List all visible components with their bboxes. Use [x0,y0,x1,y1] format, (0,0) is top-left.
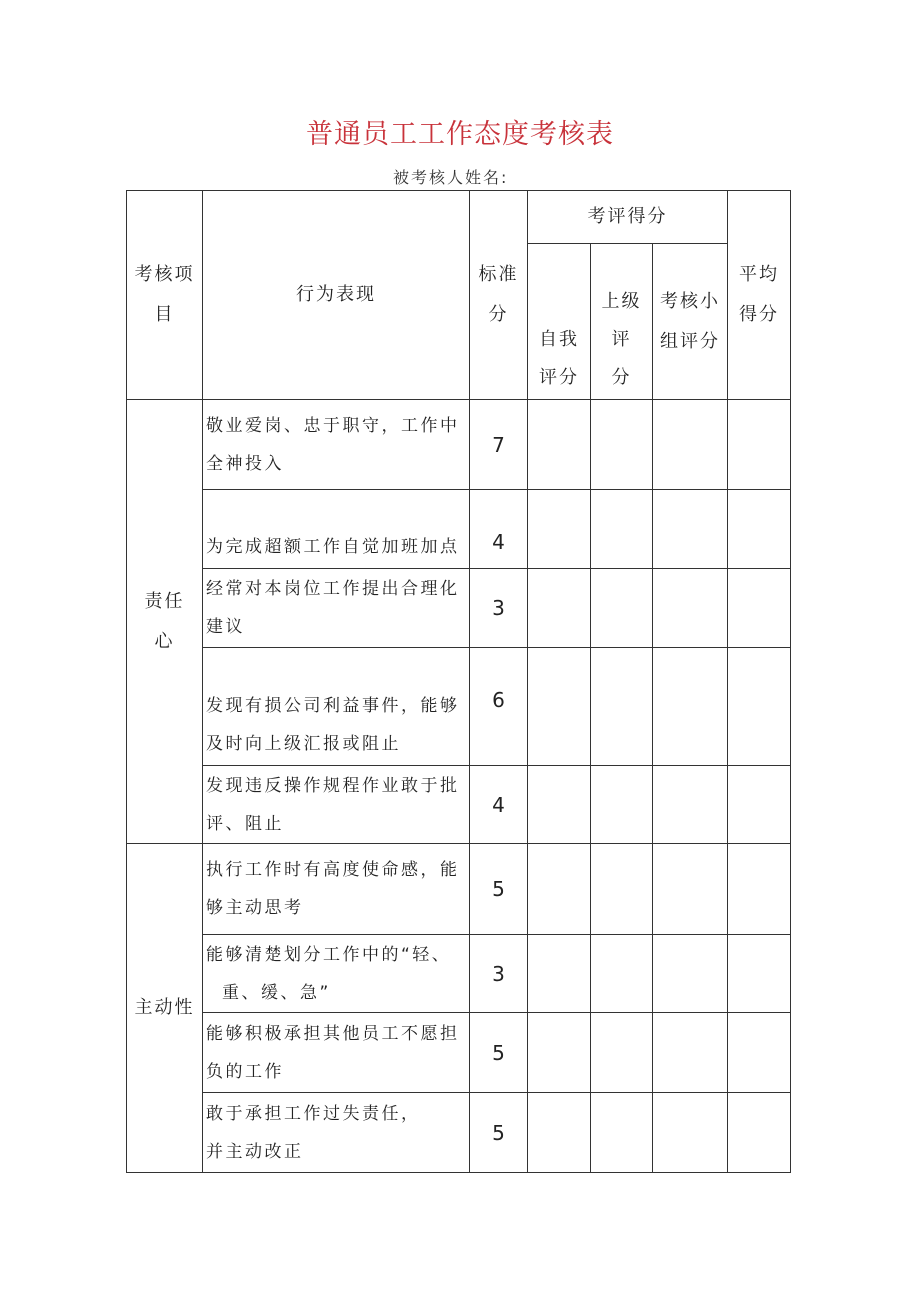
header-average: 平均 得分 [728,191,791,400]
header-score-group: 考评得分 [528,191,728,244]
average-score-cell[interactable] [728,844,791,935]
self-score-cell[interactable] [528,569,591,648]
group-score-cell[interactable] [653,490,728,569]
standard-score: 3 [470,569,528,648]
header-standard-score: 标准 分 [470,191,528,400]
group-score-cell[interactable] [653,400,728,490]
standard-score: 4 [470,766,528,844]
table-row [127,490,791,569]
section-name-responsibility: 责任 心 [127,400,203,844]
assessment-table [126,190,791,1173]
self-score-cell[interactable] [528,1093,591,1173]
behavior-cell: 经常对本岗位工作提出合理化 建议 [203,569,470,648]
group-score-cell[interactable] [653,935,728,1013]
behavior-cell: 能够积极承担其他员工不愿担 负的工作 [203,1013,470,1093]
table-row [127,648,791,766]
table-row [127,766,791,844]
behavior-cell: 执行工作时有高度使命感，能 够主动思考 [203,844,470,935]
behavior-cell: 为完成超额工作自觉加班加点 [203,490,470,569]
standard-score: 6 [470,648,528,766]
group-score-cell[interactable] [653,648,728,766]
standard-score: 5 [470,844,528,935]
superior-score-cell[interactable] [591,766,653,844]
group-score-cell[interactable] [653,569,728,648]
header-row-1 [127,191,791,244]
standard-score: 5 [470,1013,528,1093]
average-score-cell[interactable] [728,1093,791,1173]
self-score-cell[interactable] [528,766,591,844]
superior-score-cell[interactable] [591,400,653,490]
self-score-cell[interactable] [528,935,591,1013]
average-score-cell[interactable] [728,648,791,766]
behavior-cell: 敢于承担工作过失责任， 并主动改正 [203,1093,470,1173]
superior-score-cell[interactable] [591,935,653,1013]
header-self-score: 自我 评分 [528,244,591,400]
average-score-cell[interactable] [728,490,791,569]
table-row [127,1013,791,1093]
table-row [127,569,791,648]
superior-score-cell[interactable] [591,490,653,569]
header-superior-score: 上级 评 分 [591,244,653,400]
table-row [127,1093,791,1173]
superior-score-cell[interactable] [591,569,653,648]
average-score-cell[interactable] [728,766,791,844]
superior-score-cell[interactable] [591,1093,653,1173]
subject-name-label: 被考核人姓名: [393,168,509,187]
page-title: 普通员工工作态度考核表 [306,119,614,150]
self-score-cell[interactable] [528,490,591,569]
group-score-cell[interactable] [653,1093,728,1173]
header-behavior: 行为表现 [203,191,470,400]
standard-score: 3 [470,935,528,1013]
average-score-cell[interactable] [728,935,791,1013]
standard-score: 7 [470,400,528,490]
table-row [127,935,791,1013]
header-item: 考核项 目 [127,191,203,400]
superior-score-cell[interactable] [591,844,653,935]
assessment-table-wrapper [126,190,790,1172]
group-score-cell[interactable] [653,766,728,844]
table-row [127,400,791,490]
standard-score: 4 [470,490,528,569]
self-score-cell[interactable] [528,1013,591,1093]
average-score-cell[interactable] [728,1013,791,1093]
behavior-cell: 发现违反操作规程作业敢于批 评、阻止 [203,766,470,844]
header-group-score: 考核小 组评分 [653,244,728,400]
group-score-cell[interactable] [653,844,728,935]
superior-score-cell[interactable] [591,1013,653,1093]
behavior-cell: 能够清楚划分工作中的“轻、 重、缓、急” [203,935,470,1013]
standard-score: 5 [470,1093,528,1173]
average-score-cell[interactable] [728,400,791,490]
group-score-cell[interactable] [653,1013,728,1093]
self-score-cell[interactable] [528,400,591,490]
behavior-cell: 敬业爱岗、忠于职守，工作中 全神投入 [203,400,470,490]
table-row [127,844,791,935]
section-name-initiative: 主动性 [127,844,203,1173]
average-score-cell[interactable] [728,569,791,648]
behavior-cell: 发现有损公司利益事件，能够 及时向上级汇报或阻止 [203,648,470,766]
self-score-cell[interactable] [528,844,591,935]
superior-score-cell[interactable] [591,648,653,766]
self-score-cell[interactable] [528,648,591,766]
